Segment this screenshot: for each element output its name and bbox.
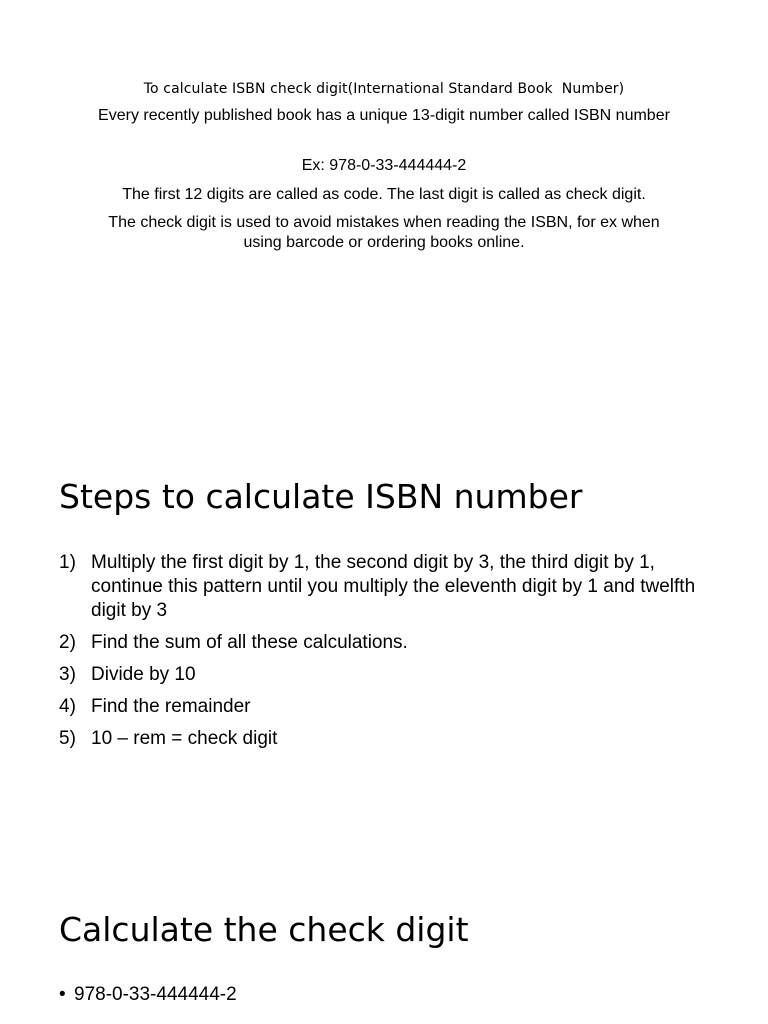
- step-text: 10 – rem = check digit: [91, 728, 278, 749]
- step-number: 1): [59, 552, 76, 573]
- calculate-heading: Calculate the check digit: [59, 910, 469, 949]
- step-item: [59, 663, 709, 687]
- step-number: 3): [59, 664, 76, 685]
- step-number: 2): [59, 632, 76, 653]
- steps-list: [59, 551, 709, 759]
- intro-paragraph-example: Ex: 978-0-33-444444-2: [301, 157, 467, 174]
- steps-heading: Steps to calculate ISBN number: [59, 477, 583, 516]
- step-item: [59, 551, 709, 623]
- step-text: Divide by 10: [91, 664, 196, 685]
- example-bullet-item: [59, 983, 237, 1007]
- bullet-icon: •: [59, 984, 66, 1005]
- intro-paragraph-code-definition: The first 12 digits are called as code. The last digit is called as check digit.: [122, 186, 646, 203]
- step-item: [59, 631, 709, 655]
- intro-paragraph-description: Every recently published book has a unique 13-digit number called ISBN number: [98, 107, 670, 124]
- step-text: Find the remainder: [91, 696, 251, 717]
- example-isbn: 978-0-33-444444-2: [74, 984, 237, 1005]
- step-item: [59, 727, 709, 751]
- intro-title: To calculate ISBN check digit(International Standard Book Number): [143, 81, 625, 97]
- step-item: [59, 695, 709, 719]
- step-text: Multiply the first digit by 1, the second digit by 3, the third digit by 1, continue this pattern until you multiply the eleventh digit by 1 and twelfth digit by 3: [91, 552, 696, 621]
- step-number: 5): [59, 728, 76, 749]
- step-number: 4): [59, 696, 76, 717]
- step-text: Find the sum of all these calculations.: [91, 632, 408, 653]
- intro-paragraph-check-digit-purpose: The check digit is used to avoid mistakes when reading the ISBN, for ex when using barcode or ordering books online.: [108, 214, 660, 251]
